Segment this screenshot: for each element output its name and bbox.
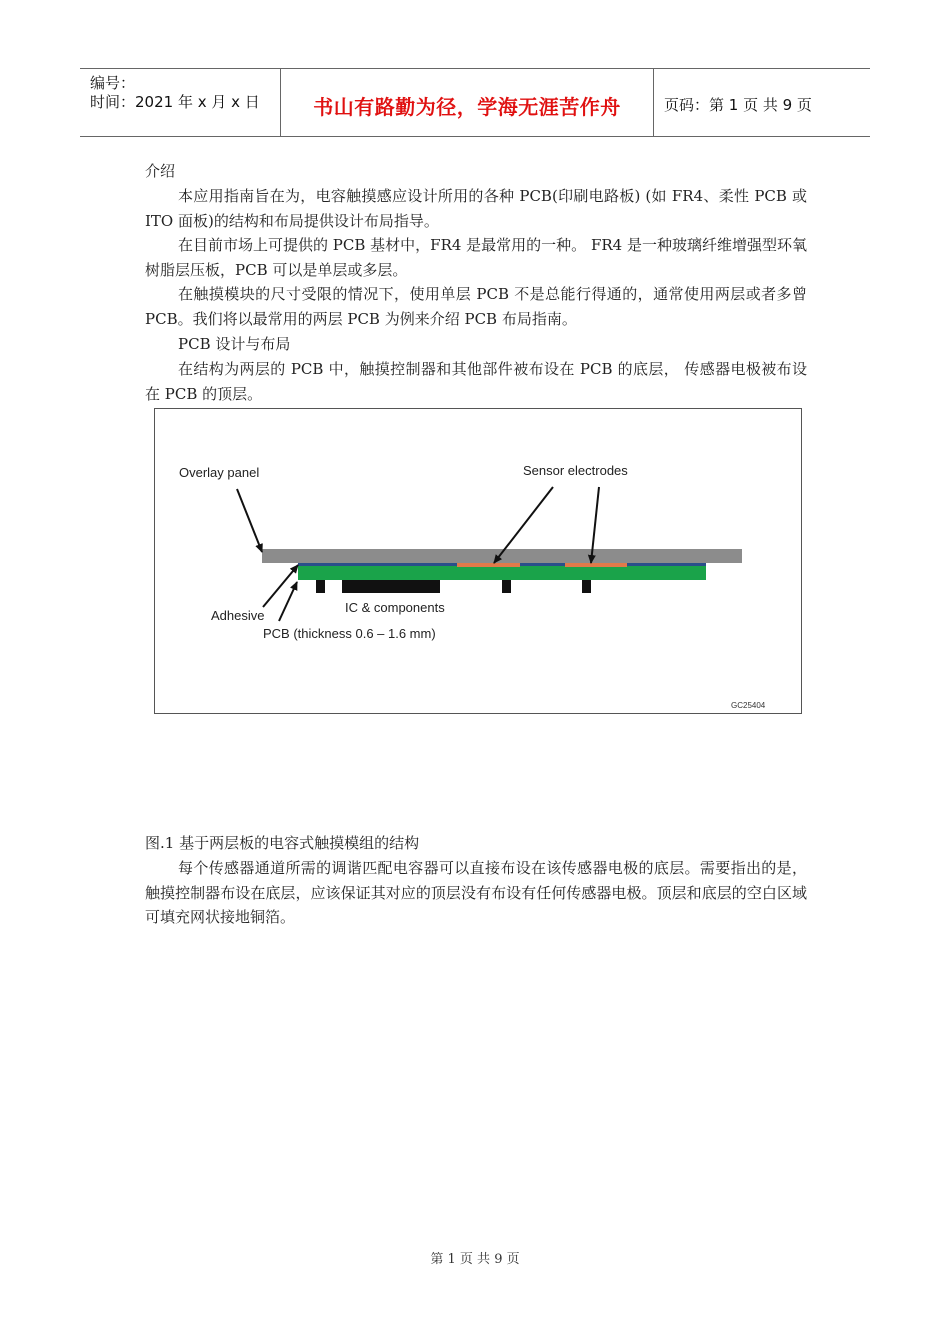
time-label: 时间：2021 年 x 月 x 日 <box>90 93 260 111</box>
overlay-label: Overlay panel <box>179 465 260 480</box>
paragraph-3: 在触摸模块的尺寸受限的情况下，使用单层 PCB 不是总能行得通的，通常使用两层或者多曾 PCB。我们将以最常用的两层 PCB 为例来介绍 PCB 布局指南。 <box>145 285 807 328</box>
component-3 <box>582 580 591 593</box>
adhesive-arrow <box>263 565 298 607</box>
motto: 书山有路勤为径，学海无涯苦作舟 <box>313 95 621 119</box>
paragraph-2: 在目前市场上可提供的 PCB 基材中，FR4 是最常用的一种。 FR4 是一种玻璃纤维增强型环氧树脂层压板，PCB 可以是单层或多层。 <box>145 236 807 279</box>
page-footer: 第 1 页 共 9 页 <box>430 1252 520 1267</box>
document-header <box>80 68 870 137</box>
pcb-label: PCB (thickness 0.6 – 1.6 mm) <box>263 626 436 641</box>
adhesive-label: Adhesive <box>211 608 265 623</box>
header-info-cell <box>80 69 281 136</box>
overlay-arrow <box>237 489 262 552</box>
header-page-cell <box>654 69 870 136</box>
pcb-arrow <box>279 582 297 621</box>
pcb-structure-figure <box>154 408 802 714</box>
pcb-board <box>298 566 706 580</box>
header-motto-cell <box>281 69 654 136</box>
component-1 <box>316 580 325 593</box>
figure-id: GC25404 <box>731 701 766 710</box>
page-label: 页码：第 1 页 共 9 页 <box>664 96 812 114</box>
pcb-diagram <box>155 409 801 713</box>
ic-chip <box>342 580 440 593</box>
paragraph-1: 本应用指南旨在为，电容触摸感应设计所用的各种 PCB(印刷电路板) (如 FR4、柔性 PCB 或 ITO 面板)的结构和布局提供设计布局指导。 <box>145 187 807 230</box>
intro-heading: 介绍 <box>145 162 176 180</box>
sensor-electrode-2 <box>565 563 627 567</box>
component-2 <box>502 580 511 593</box>
sensor-label: Sensor electrodes <box>523 463 628 478</box>
paragraph-4: 在结构为两层的 PCB 中，触摸控制器和其他部件被布设在 PCB 的底层， 传感器电极被布设在 PCB 的顶层。 <box>145 360 807 403</box>
number-label: 编号： <box>90 74 136 92</box>
section-heading: PCB 设计与布局 <box>178 335 291 353</box>
figure-caption: 图.1 基于两层板的电容式触摸模组的结构 <box>145 834 420 852</box>
paragraph-5: 每个传感器通道所需的调谐匹配电容器可以直接布设在该传感器电极的底层。需要指出的是，触摸控制器布设在底层，应该保证其对应的顶层没有布设有任何传感器电极。顶层和底层的空白区域可填充网状接地铜箔。 <box>145 859 807 926</box>
sensor-electrode-1 <box>457 563 520 567</box>
ic-label: IC & components <box>345 600 445 615</box>
